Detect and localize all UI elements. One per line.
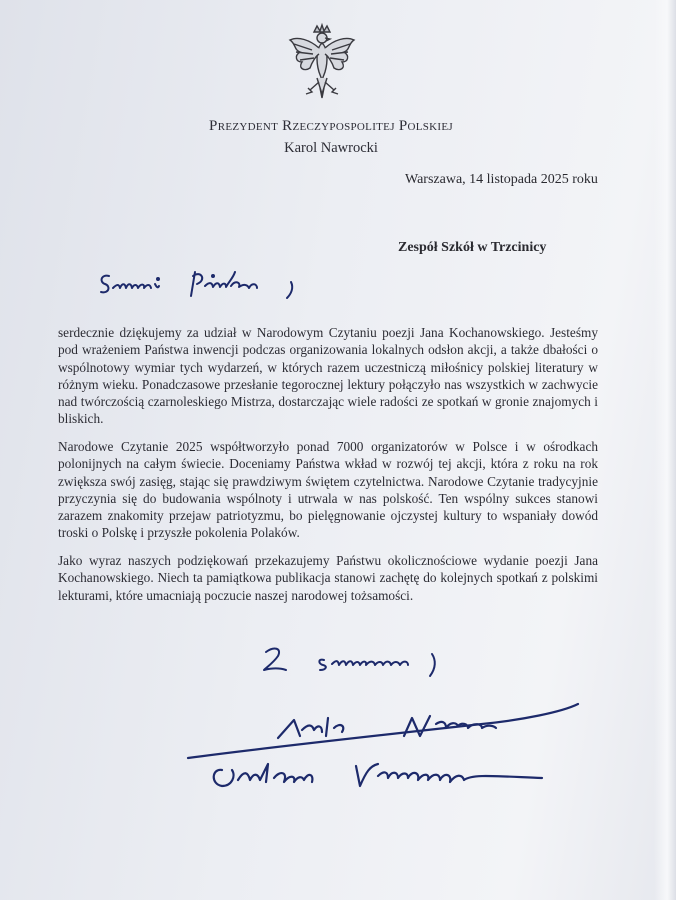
paragraph-3: Jako wyraz naszych podziękowań przekazujemy Państwu okolicznościowe wydanie poezji Jana Kochanowskiego. Niech ta pamiątkowa publikacja stanowi zachętę do kolejnych spotkań z polskimi lekturami, które umacniają poczucie naszej narodowej tożsamości.: [58, 553, 598, 603]
letterhead-name: Karol Nawrocki: [284, 140, 378, 156]
paragraph-2: Narodowe Czytanie 2025 współtworzyło ponad 7000 organizatorów w Polsce i w ośrodkach polonijnych na całym świecie. Doceniamy Państwa wkład w rozwój tej akcji, która z roku na rok zwiększa swój zasięg, stając się prawdziwym świętem czytelnictwa. Narodowe Czytanie tradycyjnie przyczynia się do budowania wspólnoty i utrwala w nas polskość. Ten wspólny sukces stanowi zarazem znakomity przejaw patriotyzmu, bo pielęgnowanie ojczystej kultury to wspaniały dowód troski o Polskę i przyszłe pokolenia Polaków.: [58, 439, 598, 541]
paper-edge: [654, 0, 676, 900]
letterhead-title: Prezydent Rzeczypospolitej Polskiej: [209, 118, 453, 134]
handwritten-signature: [182, 690, 582, 800]
paragraph-1: serdecznie dziękujemy za udział w Narodowym Czytaniu poezji Jana Kochanowskiego. Jesteśmy pod wrażeniem Państwa inwencji podczas organizowania lokalnych odsłon akcji, a także dbałości o wspólnotowy wymiar tych wydarzeń, w których razem uczestniczą miłośnicy polskiej literatury w różnym wieku. Ponadczasowe przesłanie tegorocznej lektury połączyło nas wszystkich w zachwycie nad twórczością czarnoleskiego Mistrza, dostarczając wiele radości ze spotkań w gronie znajomych i bliskich.: [58, 325, 598, 427]
handwritten-salutation: [95, 262, 315, 306]
recipient: Zespół Szkół w Trzcinicy: [398, 240, 547, 255]
handwritten-closing: [258, 640, 468, 688]
date-line: Warszawa, 14 listopada 2025 roku: [405, 172, 598, 187]
eagle-emblem-icon: [286, 22, 358, 104]
